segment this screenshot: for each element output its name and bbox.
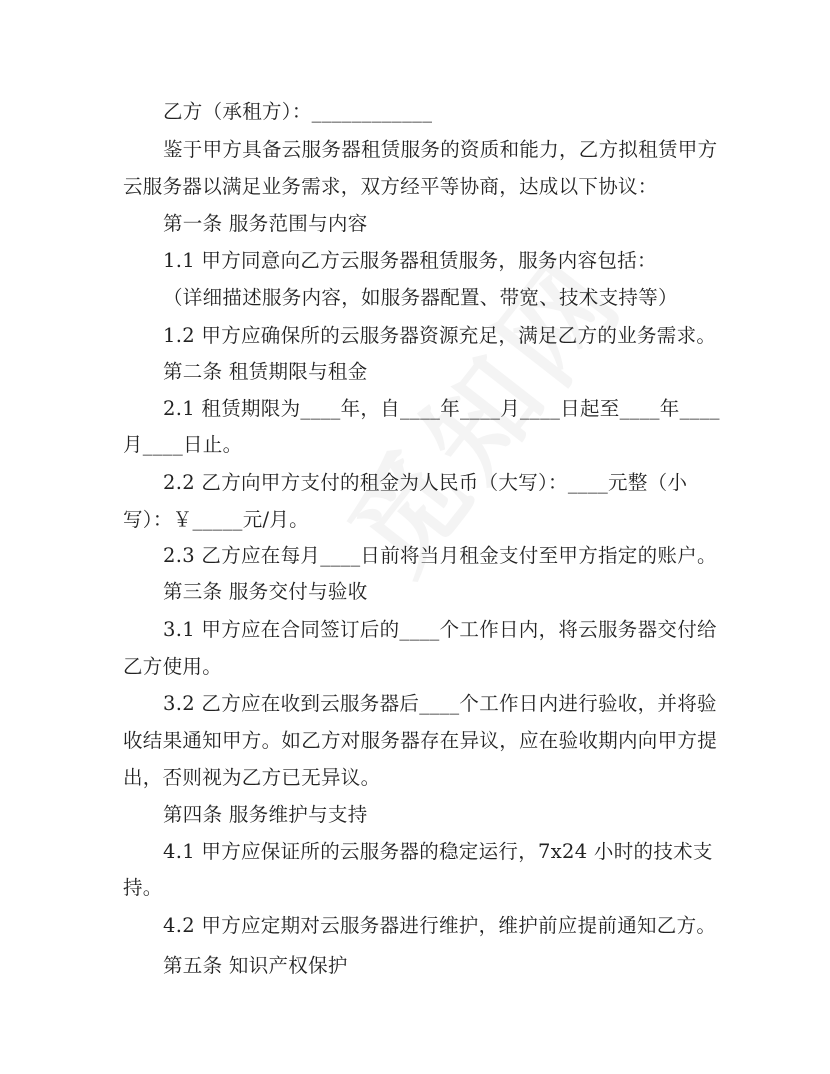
- clause-line: 持。: [123, 876, 163, 899]
- clause-line: 写）：￥_____元/月。: [123, 508, 309, 531]
- party-b-line: 乙方（承租方）：____________: [163, 100, 433, 123]
- article-heading: 第一条 服务范围与内容: [163, 212, 368, 235]
- clause-line: 2.1 租赁期限为____年，自____年____月____日起至____年____: [163, 397, 720, 420]
- article-heading: 第三条 服务交付与验收: [163, 580, 368, 603]
- clause-line: 出，否则视为乙方已无异议。: [123, 766, 381, 789]
- clause-line: 1.2 甲方应确保所的云服务器资源充足，满足乙方的业务需求。: [163, 324, 717, 347]
- clause-line: （详细描述服务内容，如服务器配置、带宽、技术支持等）: [163, 286, 678, 309]
- preamble-line: 鉴于甲方具备云服务器租赁服务的资质和能力，乙方拟租赁甲方: [163, 138, 718, 161]
- clause-line: 收结果通知甲方。如乙方对服务器存在异议，应在验收期内向甲方提: [123, 729, 718, 752]
- clause-line: 3.2 乙方应在收到云服务器后____个工作日内进行验收，并将验: [163, 692, 717, 715]
- article-heading: 第四条 服务维护与支持: [163, 803, 368, 826]
- clause-line: 乙方使用。: [123, 655, 223, 678]
- article-heading: 第二条 租赁期限与租金: [163, 360, 368, 383]
- clause-line: 2.3 乙方应在每月____日前将当月租金支付至甲方指定的账户。: [163, 544, 717, 567]
- clause-line: 3.1 甲方应在合同签订后的____个工作日内，将云服务器交付给: [163, 618, 717, 641]
- clause-line: 4.1 甲方应保证所的云服务器的稳定运行，7x24 小时的技术支: [163, 840, 713, 863]
- clause-line: 2.2 乙方向甲方支付的租金为人民币（大写）：____元整（小: [163, 471, 688, 494]
- clause-line: 4.2 甲方应定期对云服务器进行维护，维护前应提前通知乙方。: [163, 914, 717, 937]
- clause-line: 1.1 甲方同意向乙方云服务器租赁服务，服务内容包括：: [163, 249, 657, 272]
- article-heading: 第五条 知识产权保护: [163, 954, 348, 977]
- preamble-line: 云服务器以满足业务需求，双方经平等协商，达成以下协议：: [123, 175, 658, 198]
- clause-line: 月____日止。: [123, 433, 243, 456]
